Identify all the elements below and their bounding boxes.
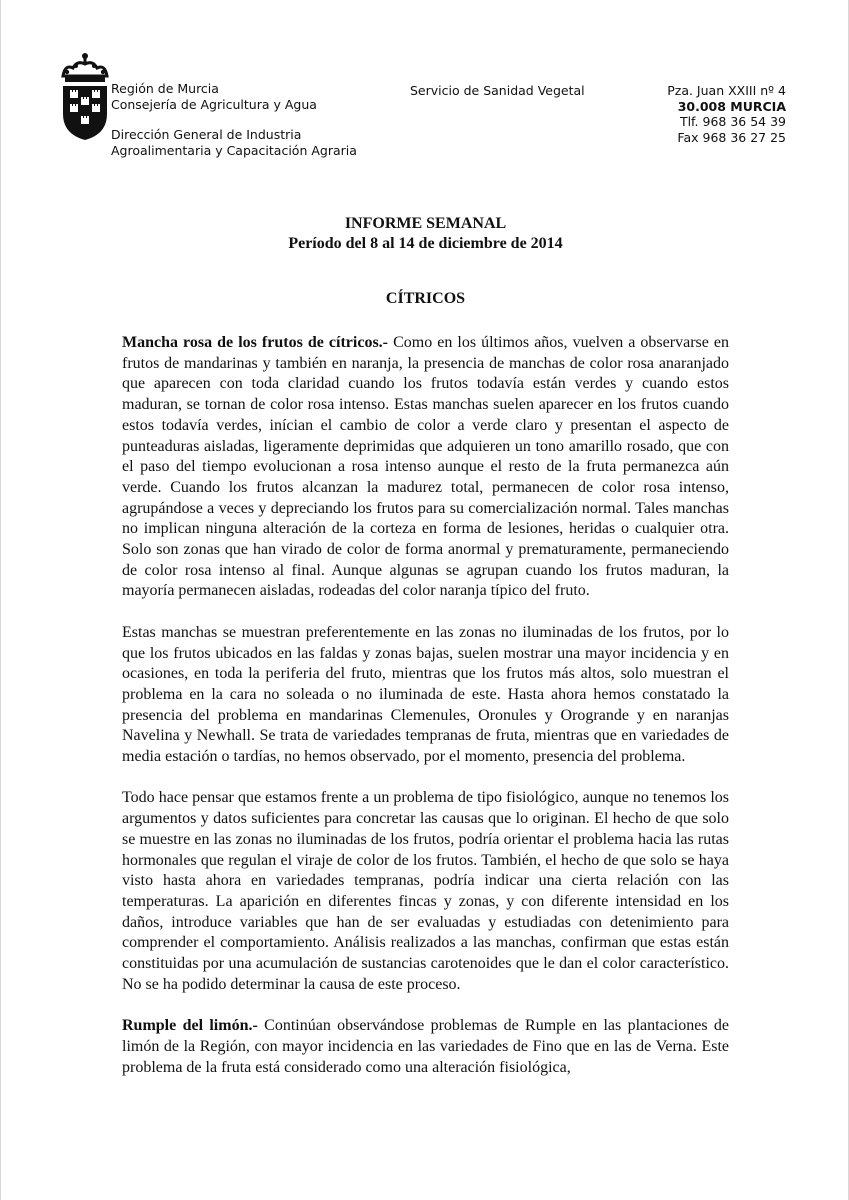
org-directorate: Dirección General de Industria (111, 127, 302, 142)
paragraph-text: Continúan observándose problemas de Rumple en las plantaciones de limón de la Región, con mayor incidencia en las variedades de Fino que en las de Verna. Este problema de la fruta está considerado como una alteración fisiológica, (122, 1017, 730, 1076)
service-name: Servicio de Sanidad Vegetal (410, 83, 585, 98)
org-region: Región de Murcia (111, 81, 219, 96)
address-phone: Tlf. 968 36 54 39 (679, 114, 786, 129)
paragraph-text: Estas manchas se muestran preferentemente en las zonas no iluminadas de los frutos, por lo que los frutos ubicados en las faldas y zonas bajas, suelen mostrar una mayor incidencia y en ocasiones, en toda la periferia del fruto, mientras que los frutos más altos, solo muestran el problema en la cara no soleada o no iluminada de este. Hasta ahora hemos constatado la presencia del problema en mandarinas Clemenules, Oronules y Orogrande y en naranjas Navelina y Newhall. Se trata de variedades tempranas de fruta, mientras que en variedades de media estación o tardías, no hemos observado, por el momento, presencia del problema. (122, 623, 729, 766)
report-title: INFORME SEMANAL (344, 215, 507, 232)
address-block (667, 83, 786, 145)
paragraph (122, 1016, 729, 1078)
paragraph (122, 788, 729, 995)
address-street: Pza. Juan XXIII nº 4 (667, 83, 786, 98)
paragraph (122, 333, 729, 602)
report-title-block (1, 214, 849, 254)
paragraph-heading: Rumple del limón.- (122, 1017, 258, 1035)
report-body (122, 333, 729, 1099)
region-coat-of-arms-icon (59, 50, 111, 142)
paragraph-heading: Mancha rosa de los frutos de cítricos.- (122, 334, 389, 351)
report-period: Período del 8 al 14 de diciembre de 2014 (288, 235, 563, 252)
address-fax: Fax 968 36 27 25 (677, 129, 786, 145)
paragraph-text: Todo hace pensar que estamos frente a un problema de tipo fisiológico, aunque no tenemos los argumentos y datos suficientes para concretar las causas que lo originan. El hecho de que solo se muestre en las zonas no iluminadas de los frutos, podría orientar el problema hacia las rutas hormonales que regulan el viraje de color de los frutos. También, el hecho de que solo se haya visto hasta ahora en variedades tempranas, podría indicar una cierta relación con las temperaturas. La aparición en diferentes fincas y zonas, y con diferente intensidad en los daños, introduce variables que han de ser evaluadas y estudiadas con detenimiento para comprender el comportamiento. Análisis realizados a las manchas, confirman que estas están constituidas por una acumulación de sustancias carotenoides que le dan el color característico. No se ha podido determinar la causa de este proceso. (122, 789, 729, 993)
organization-block (111, 81, 357, 159)
org-ministry: Consejería de Agricultura y Agua (111, 97, 317, 112)
section-title: CÍTRICOS (385, 290, 466, 307)
address-city: 30.008 MURCIA (677, 98, 786, 114)
org-directorate-cont: Agroalimentaria y Capacitación Agraria (111, 143, 357, 158)
paragraph-text: Como en los últimos años, vuelven a observarse en frutos de mandarinas y también en naranja, la presencia de manchas de color rosa anaranjado que aparecen con toda claridad cuando los frutos todavía están verdes y cuando estos maduran, se tornan de color rosa intenso. Estas manchas suelen aparecer en los frutos cuando estos todavía verdes, inícian el cambio de color a verde claro y presentan el aspecto de punteaduras aisladas, ligeramente deprimidas que adquieren un tono amarillo rosado, que con el paso del tiempo evolucionan a rosa intenso aunque el resto de la fruta permanezca aún verde. Cuando los frutos alcanzan la madurez total, permanecen de color rosa intenso, agrupándose a veces y depreciando los frutos para su comercialización normal. Tales manchas no implican ninguna alteración de la corteza en forma de lesiones, heridas o cualquier otra. Solo son zonas que han virado de color de forma anormal y prematuramente, permaneciendo de color rosa intenso al final. Aunque algunas se agrupan cuando los frutos maduran, la mayoría permanecen aisladas, rodeadas del color naranja típico del fruto. (122, 334, 730, 600)
paragraph (122, 623, 729, 768)
